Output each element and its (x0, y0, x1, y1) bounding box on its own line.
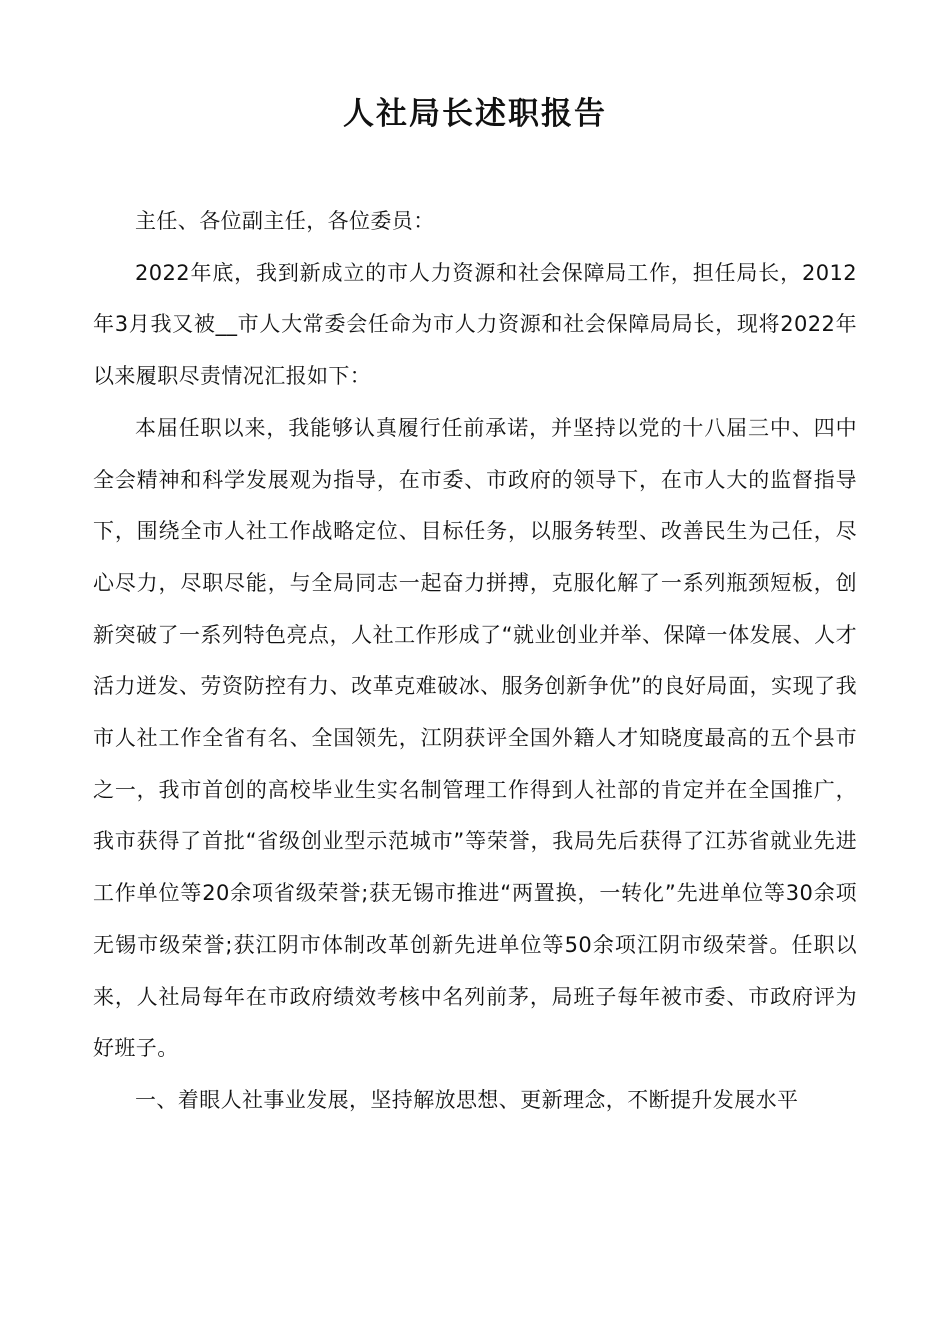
paragraph-salutation: 主任、各位副主任，各位委员： (135, 209, 435, 233)
document-title: 人社局长述职报告 (343, 96, 607, 132)
paragraph-section-heading: 一、着眼人社事业发展，坚持解放思想、更新理念，不断提升发展水平 (135, 1087, 799, 1112)
paragraph-intro: 2022年底，我到新成立的市人力资源和社会保障局工作，担任局长，2012年3月我又被__市人大常委会任命为市人力资源和社会保障局局长，现将2022年以来履职尽责情况汇报如下： (93, 260, 857, 389)
paragraph-achievements: 本届任职以来，我能够认真履行任前承诺，并坚持以党的十八届三中、四中全会精神和科学发展观为指导，在市委、市政府的领导下，在市人大的监督指导下，围绕全市人社工作战略定位、目标任务，以服务转型、改善民生为己任，尽心尽力，尽职尽能，与全局同志一起奋力拼搏，克服化解了一系列瓶颈短板，创新突破了一系列特色亮点，人社工作形成了“就业创业并举、保障一体发展、人才活力迸发、劳资防控有力、改革克难破冰、服务创新争优”的良好局面，实现了我市人社工作全省有名、全国领先，江阴获评全国外籍人才知晓度最高的五个县市之一，我市首创的高校毕业生实名制管理工作得到人社部的肯定并在全国推广，我市获得了首批“省级创业型示范城市”等荣誉，我局先后获得了江苏省就业先进工作单位等20余项省级荣誉;获无锡市推进“两置换，一转化”先进单位等30余项无锡市级荣誉;获江阴市体制改革创新先进单位等50余项江阴市级荣誉。任职以来，人社局每年在市政府绩效考核中名列前茅，局班子每年被市委、市政府评为好班子。 (93, 415, 857, 1061)
document-body (93, 196, 857, 1127)
